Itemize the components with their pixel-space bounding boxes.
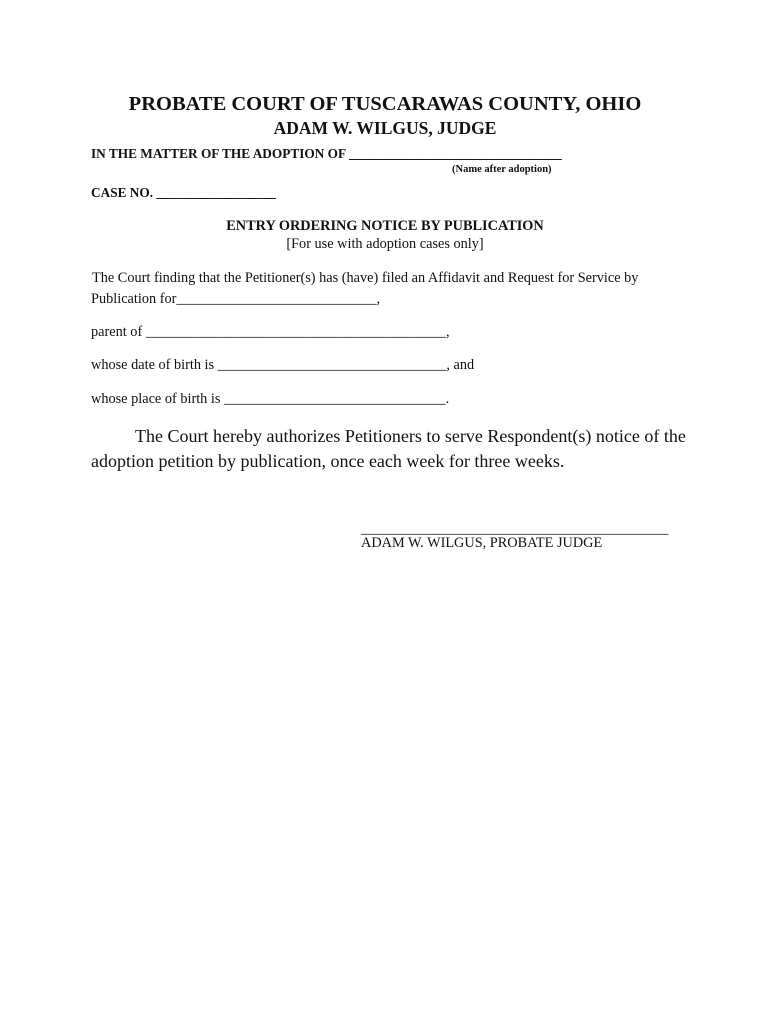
court-title: PROBATE COURT OF TUSCARAWAS COUNTY, OHIO bbox=[128, 93, 642, 115]
place-of-birth-field[interactable]: whose place of birth is _______________________________. bbox=[91, 391, 450, 407]
adoption-matter-field[interactable]: IN THE MATTER OF THE ADOPTION OF ________________________________ bbox=[91, 146, 562, 161]
publication-for-field[interactable]: Publication for____________________________, bbox=[91, 291, 381, 307]
signature-name: ADAM W. WILGUS, PROBATE JUDGE bbox=[361, 535, 603, 551]
finding-text-line-1: The Court finding that the Petitioner(s) has (have) filed an Affidavit and Request for Service by bbox=[92, 270, 639, 286]
authorization-paragraph bbox=[91, 424, 691, 474]
entry-subtitle: [For use with adoption cases only] bbox=[286, 236, 484, 252]
date-of-birth-field[interactable]: whose date of birth is ________________________________, and bbox=[91, 357, 475, 373]
parent-of-field[interactable]: parent of __________________________________________, bbox=[91, 324, 450, 340]
case-number-field[interactable]: CASE NO. __________________ bbox=[91, 185, 277, 200]
judge-heading: ADAM W. WILGUS, JUDGE bbox=[273, 118, 497, 138]
name-after-adoption-note: (Name after adoption) bbox=[452, 164, 552, 175]
authorization-text: The Court hereby authorizes Petitioners to serve Respondent(s) notice of the adoption petition by publication, once each week for three weeks. bbox=[91, 426, 686, 471]
signature-line[interactable]: ___________________________________________ bbox=[361, 521, 669, 537]
entry-title: ENTRY ORDERING NOTICE BY PUBLICATION bbox=[226, 218, 544, 234]
